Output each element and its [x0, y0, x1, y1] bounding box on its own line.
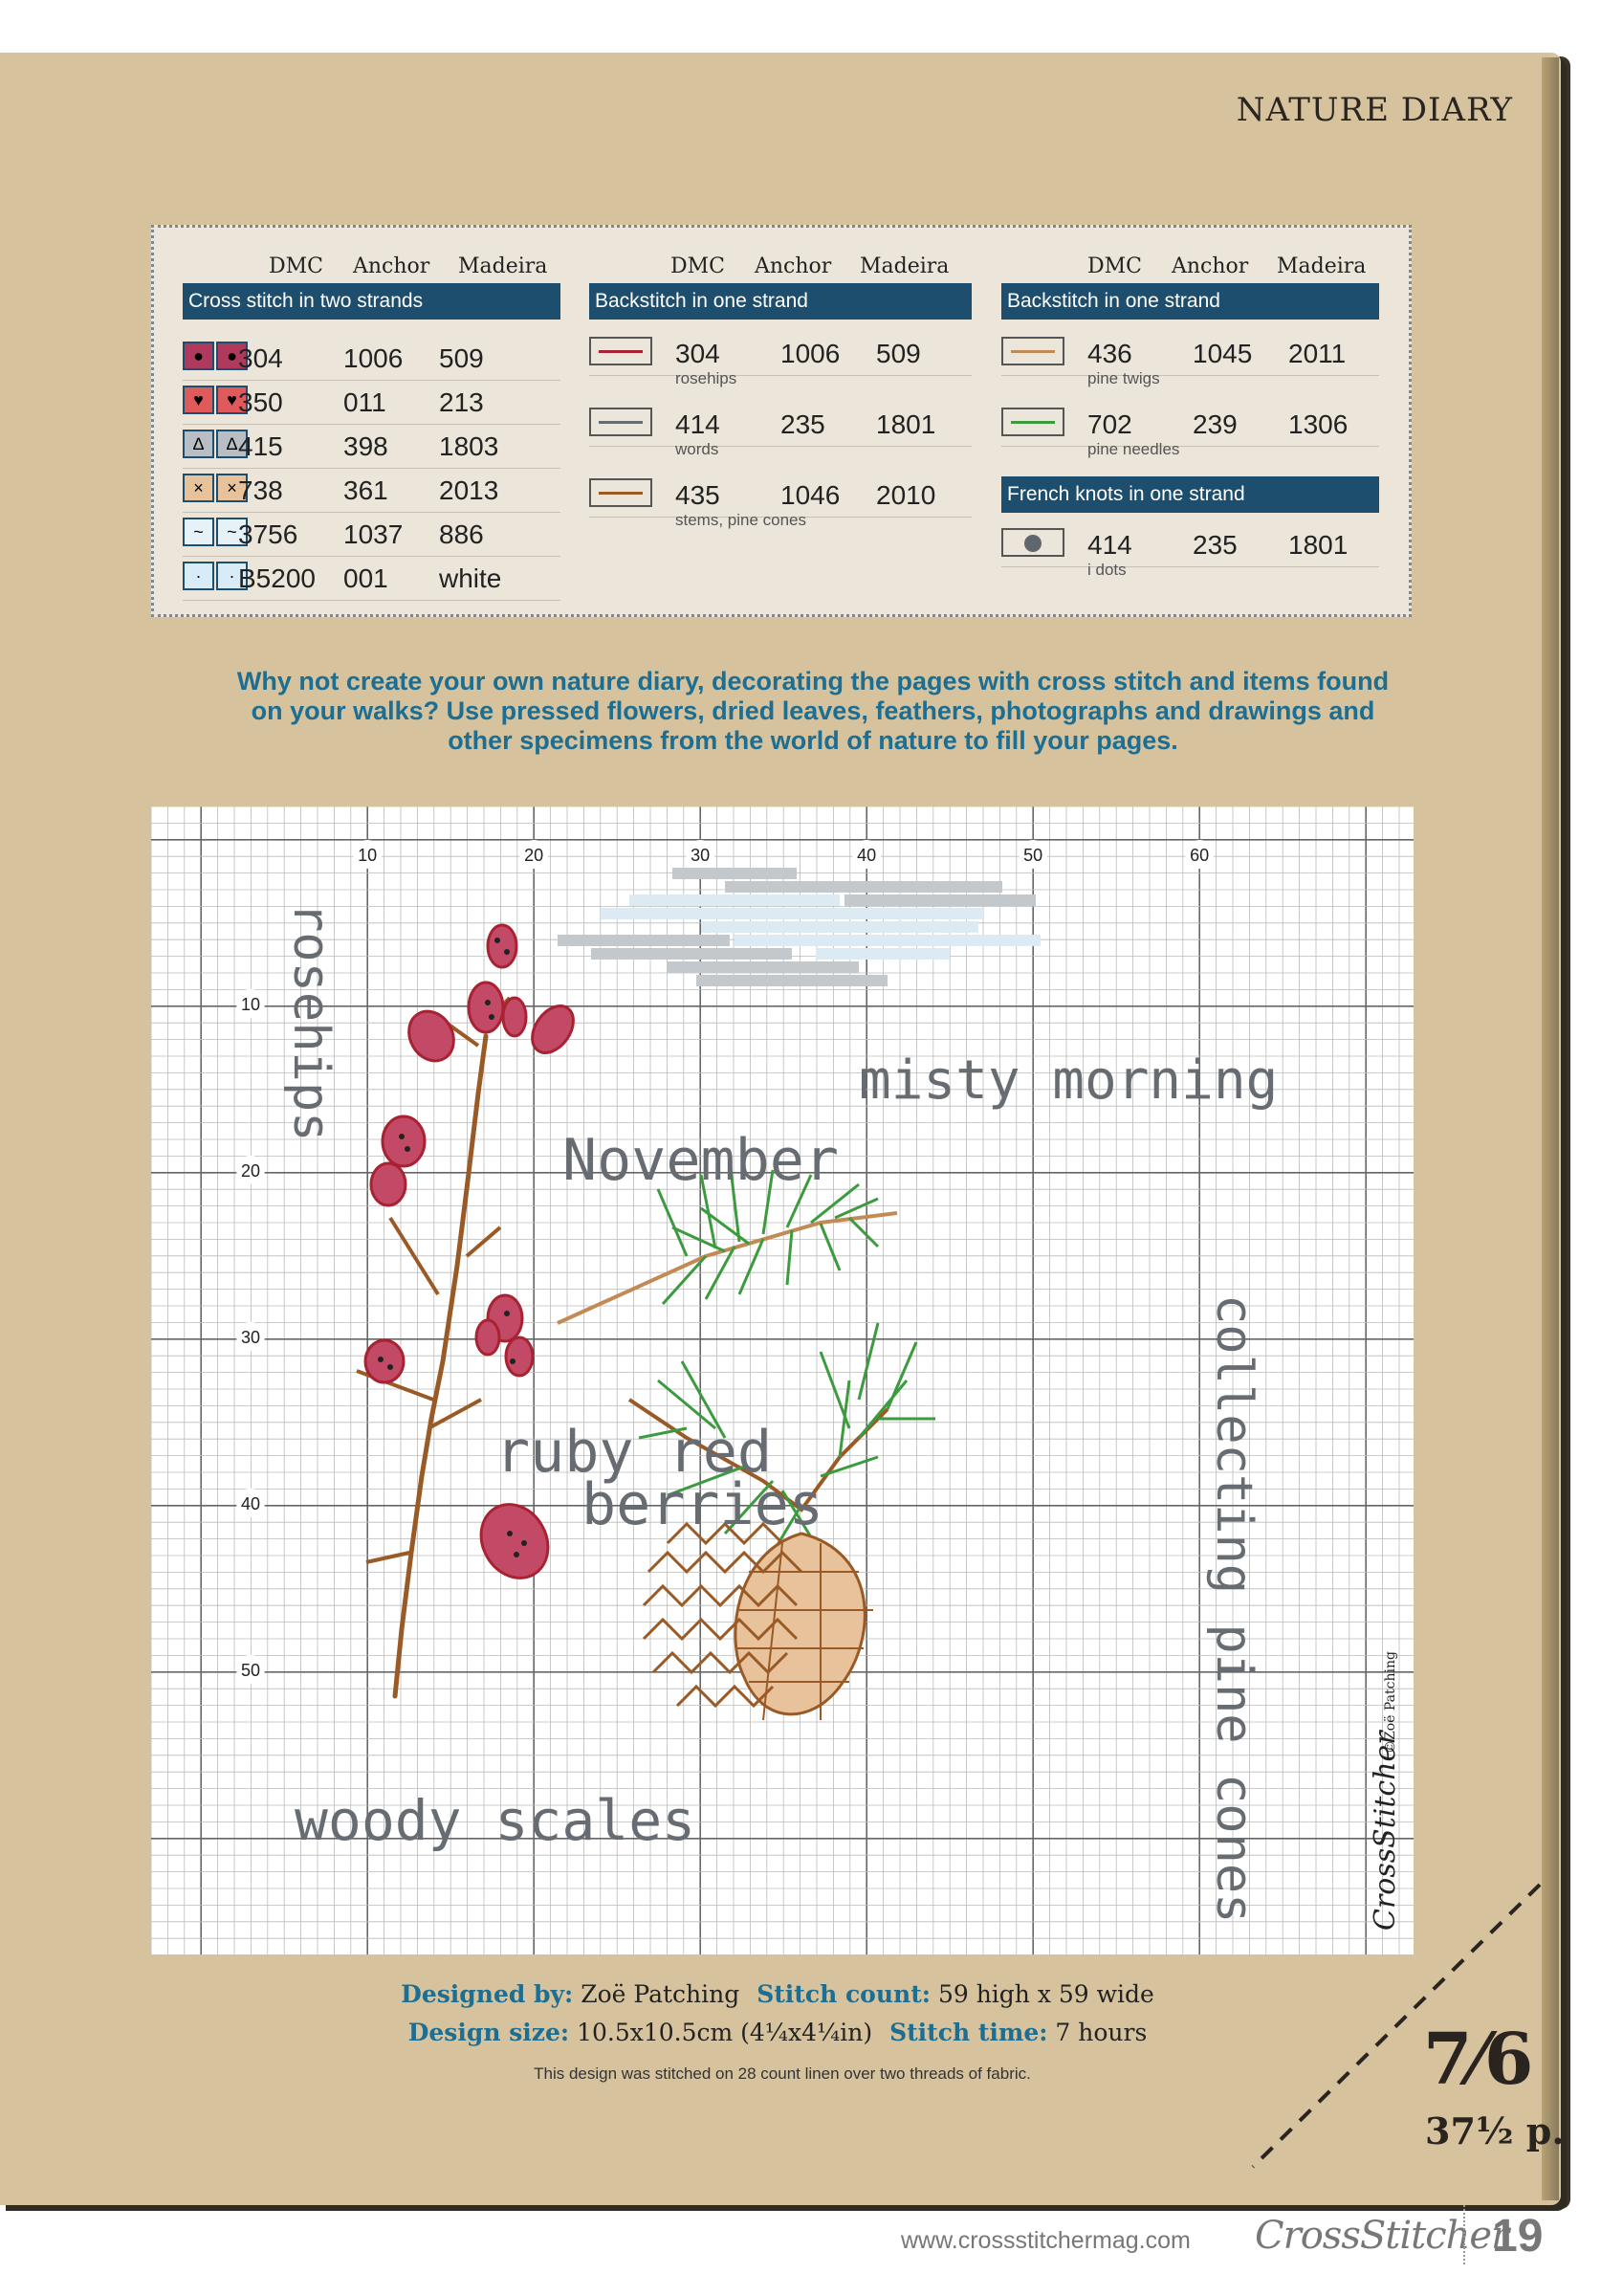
thread-usage: words: [675, 440, 719, 458]
symbol-swatch: ~: [216, 518, 248, 546]
symbol-swatch: ♥: [183, 386, 214, 414]
header-anchor: Anchor: [755, 254, 832, 278]
key-bar: Backstitch in one strand: [589, 283, 972, 320]
x-tick-label: 30: [691, 846, 711, 865]
thread-usage: pine twigs: [1087, 369, 1160, 387]
key-bar: Cross stitch in two strands: [183, 283, 560, 320]
word-woody-scales: woody scales: [295, 1788, 696, 1853]
madeira-code: white: [439, 563, 502, 593]
symbol-swatch: ·: [216, 562, 248, 590]
thread-key: [151, 225, 1412, 617]
footer-divider: [1463, 2205, 1465, 2264]
thread-usage: pine needles: [1087, 440, 1180, 458]
dmc-code: 414: [675, 409, 720, 439]
dmc-code: 702: [1087, 409, 1132, 439]
key-row: [589, 475, 972, 529]
y-tick-label: 30: [240, 1327, 261, 1347]
x-tick-label: 10: [358, 846, 378, 865]
stitch-time-label: Stitch time:: [889, 2019, 1048, 2046]
anchor-code: 398: [343, 431, 388, 461]
anchor-code: 011: [343, 387, 386, 417]
page-number: 19: [1492, 2211, 1544, 2262]
price-shillings: 7⁄6: [1423, 2019, 1534, 2101]
anchor-code: 1046: [780, 480, 841, 510]
word-ruby-red: ruby red: [495, 1419, 772, 1486]
design-size-value: 10.5x10.5cm (4¼x4¼in): [577, 2019, 873, 2046]
designed-by-label: Designed by:: [401, 1980, 574, 2008]
stitch-count-value: 59 high x 59 wide: [937, 1980, 1154, 2008]
anchor-code: 001: [343, 563, 388, 593]
key-row: [589, 404, 972, 458]
cross-stitch-chart: [151, 806, 1414, 1954]
symbol-swatch: ·: [183, 562, 214, 590]
dmc-code: B5200: [238, 563, 316, 593]
y-tick-label: 40: [240, 1493, 261, 1513]
anchor-code: 1045: [1193, 339, 1253, 368]
madeira-code: 509: [439, 343, 484, 373]
header-madeira: Madeira: [1277, 254, 1367, 278]
thread-usage: rosehips: [675, 369, 737, 387]
footer-logo: CrossStitcher: [1255, 2214, 1509, 2258]
french-knot-swatch: [1001, 528, 1064, 557]
dmc-code: 3756: [238, 519, 298, 549]
anchor-code: 235: [780, 409, 825, 439]
intro-blurb: Why not create your own nature diary, decorating the pages with cross stitch and items found on your walks? Use pressed flowers, dried leaves, feathers, photographs and drawings and other specimens from the world of nature to fill your pages.: [236, 667, 1390, 755]
madeira-code: 1803: [439, 431, 499, 461]
dmc-code: 304: [675, 339, 720, 368]
header-dmc: DMC: [1087, 254, 1142, 278]
dmc-code: 414: [1087, 530, 1132, 560]
anchor-code: 361: [343, 475, 388, 505]
y-tick-label: 10: [240, 994, 261, 1014]
thread-color-swatch: [589, 337, 652, 365]
symbol-swatch: ×: [183, 474, 214, 502]
madeira-code: 886: [439, 519, 484, 549]
word-collecting-pine-cones: collecting pine cones: [1205, 1294, 1262, 1924]
dmc-code: 738: [238, 475, 283, 505]
stitch-time-value: 7 hours: [1055, 2019, 1148, 2046]
header-anchor: Anchor: [1172, 254, 1249, 278]
dmc-code: 415: [238, 431, 283, 461]
section-title: NATURE DIARY: [1236, 91, 1513, 129]
header-madeira: Madeira: [860, 254, 950, 278]
dmc-code: 304: [238, 343, 283, 373]
key-row: [183, 382, 560, 425]
key-row: [1001, 404, 1379, 458]
key-row: [183, 514, 560, 557]
x-tick-label: 50: [1023, 846, 1043, 865]
key-row: [1001, 524, 1379, 579]
symbol-swatch: ×: [216, 474, 248, 502]
header-dmc: DMC: [269, 254, 323, 278]
key-row: [183, 338, 560, 381]
madeira-code: 509: [876, 339, 921, 368]
madeira-code: 2010: [876, 480, 936, 510]
x-tick-label: 40: [857, 846, 877, 865]
designed-by-value: Zoë Patching: [581, 1980, 740, 2008]
dmc-code: 350: [238, 387, 283, 417]
key-bar-knots: French knots in one strand: [1001, 476, 1379, 513]
dmc-code: 435: [675, 480, 720, 510]
thread-usage: i dots: [1087, 561, 1127, 579]
word-berries: berries: [581, 1471, 823, 1538]
key-bar: Backstitch in one strand: [1001, 283, 1379, 320]
stitch-count-label: Stitch count:: [757, 1980, 931, 2008]
dmc-code: 436: [1087, 339, 1132, 368]
symbol-swatch: ∆: [183, 430, 214, 458]
footer-url[interactable]: www.crossstitchermag.com: [901, 2227, 1191, 2254]
header-madeira: Madeira: [458, 254, 548, 278]
x-tick-label: 60: [1190, 846, 1210, 865]
symbol-swatch: ●: [216, 342, 248, 370]
madeira-code: 1801: [876, 409, 936, 439]
madeira-code: 2013: [439, 475, 499, 505]
header-anchor: Anchor: [353, 254, 430, 278]
pine-cone: [735, 1534, 873, 1720]
credits-line-1: [151, 1976, 1414, 2014]
y-tick-label: 20: [240, 1160, 261, 1181]
madeira-code: 2011: [1288, 339, 1347, 368]
watermark-copyright: ©Zoë Patching: [1383, 1651, 1398, 1754]
header-dmc: DMC: [670, 254, 725, 278]
thread-color-swatch: [589, 408, 652, 436]
x-tick-label: 20: [524, 846, 544, 865]
word-rosehips: rosehips: [282, 902, 340, 1142]
anchor-code: 1006: [780, 339, 841, 368]
anchor-code: 235: [1193, 530, 1238, 560]
key-row: [1001, 333, 1379, 387]
anchor-code: 1006: [343, 343, 404, 373]
key-row: [183, 470, 560, 513]
madeira-code: 1801: [1288, 530, 1349, 560]
thread-color-swatch: [1001, 408, 1064, 436]
chart-svg: [151, 806, 1414, 1954]
watermark-logo: CrossStitcher: [1369, 1731, 1402, 1931]
madeira-code: 213: [439, 387, 484, 417]
price-pence: 37½ p.: [1425, 2109, 1565, 2152]
key-row: [589, 333, 972, 387]
madeira-code: 1306: [1288, 409, 1349, 439]
mist-cloud: [558, 868, 1041, 986]
design-credits: [151, 1976, 1414, 2052]
anchor-code: 239: [1193, 409, 1238, 439]
symbol-swatch: ♥: [216, 386, 248, 414]
symbol-swatch: ∆: [216, 430, 248, 458]
key-row: [183, 426, 560, 469]
symbol-swatch: ●: [183, 342, 214, 370]
symbol-swatch: ~: [183, 518, 214, 546]
thread-color-swatch: [589, 478, 652, 507]
fabric-note: This design was stitched on 28 count linen over two threads of fabric.: [534, 2064, 1031, 2083]
word-november: November: [562, 1127, 839, 1194]
thread-usage: stems, pine cones: [675, 511, 807, 529]
design-size-label: Design size:: [407, 2019, 570, 2046]
anchor-code: 1037: [343, 519, 404, 549]
thread-color-swatch: [1001, 337, 1064, 365]
word-misty-morning: misty morning: [859, 1049, 1279, 1112]
y-tick-label: 50: [240, 1660, 261, 1680]
credits-line-2: [151, 2014, 1414, 2052]
rosehip-branch: [357, 925, 581, 1696]
key-row: [183, 558, 560, 601]
